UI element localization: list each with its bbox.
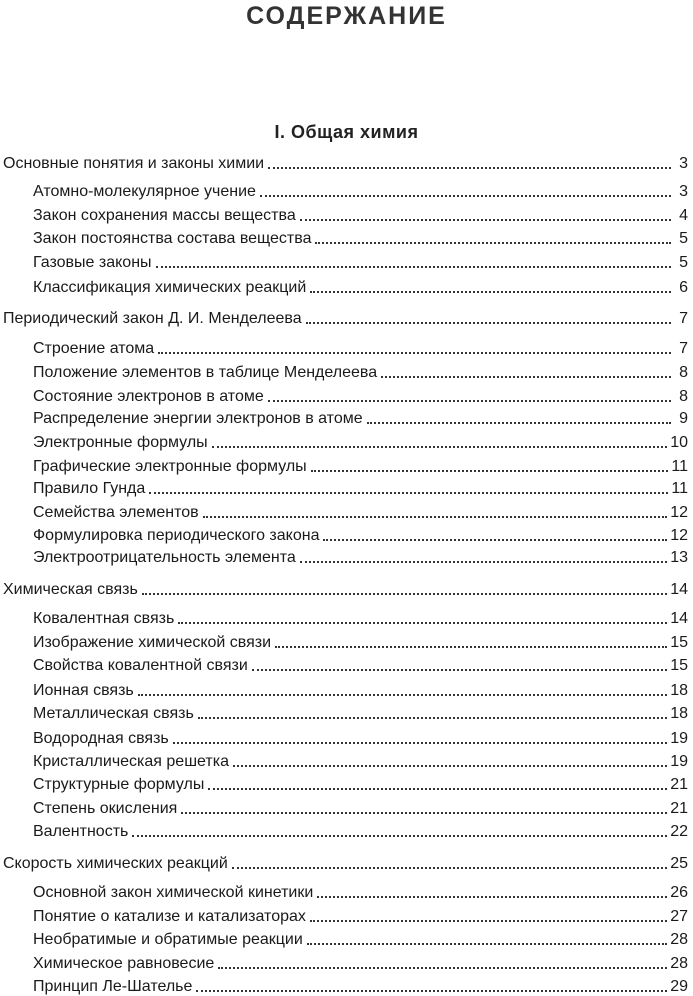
toc-entry[interactable] — [0, 434, 693, 452]
toc-entry[interactable] — [0, 340, 693, 358]
toc-page-number: 5 — [679, 230, 688, 247]
toc-entry-title: Валентность — [33, 823, 129, 840]
toc-entry[interactable] — [0, 410, 693, 428]
toc-page-number: 6 — [679, 279, 688, 296]
dot-leader — [173, 741, 667, 744]
toc-page-number: 5 — [679, 254, 688, 271]
toc-page-number: 8 — [679, 388, 688, 405]
toc-entry-title: Газовые законы — [33, 254, 152, 271]
toc-page-number: 25 — [670, 855, 688, 872]
toc-entry[interactable] — [0, 480, 693, 498]
toc-entry[interactable] — [0, 730, 693, 748]
toc-entry[interactable] — [0, 527, 693, 545]
toc-entry-title: Структурные формулы — [33, 776, 205, 793]
toc-page-number: 19 — [670, 753, 688, 770]
toc-entry[interactable] — [0, 207, 693, 225]
toc-entry-title: Электроотрицательность элемента — [33, 549, 296, 566]
dot-leader — [300, 218, 671, 221]
dot-leader — [315, 241, 671, 244]
toc-entry[interactable] — [0, 800, 693, 818]
toc-entry[interactable] — [0, 705, 693, 723]
toc-entry-title: Атомно-молекулярное учение — [33, 183, 256, 200]
toc-page-number: 3 — [679, 155, 688, 172]
dot-leader — [367, 421, 671, 424]
page-title: СОДЕРЖАНИЕ — [246, 2, 447, 30]
dot-leader — [181, 811, 667, 814]
dot-leader — [268, 399, 671, 402]
dot-leader — [310, 290, 671, 293]
toc-entry-title: Распределение энергии электронов в атоме — [33, 410, 363, 427]
toc-page-number: 12 — [670, 527, 688, 544]
toc-entry-title: Металлическая связь — [33, 705, 194, 722]
toc-page-number: 27 — [670, 908, 688, 925]
toc-page-number: 29 — [670, 978, 688, 995]
toc-entry-title: Скорость химических реакций — [3, 855, 228, 872]
toc-entry-title: Ковалентная связь — [33, 610, 175, 627]
toc-entry-title: Основной закон химической кинетики — [33, 884, 314, 901]
toc-entry[interactable] — [0, 458, 693, 476]
toc-entry[interactable] — [0, 823, 693, 841]
dot-leader — [156, 265, 671, 268]
section-title: I. Общая химия — [274, 122, 419, 142]
toc-entry[interactable] — [0, 634, 693, 652]
toc-page-number: 21 — [670, 776, 688, 793]
toc-page-number: 15 — [670, 657, 688, 674]
toc-entry[interactable] — [0, 776, 693, 794]
toc-entry-title: Графические электронные формулы — [33, 458, 307, 475]
toc-page-number: 10 — [670, 434, 688, 451]
toc-entry[interactable] — [0, 230, 693, 248]
dot-leader — [178, 621, 667, 624]
dot-leader — [310, 919, 667, 922]
toc-entry-title: Кристаллическая решетка — [33, 753, 229, 770]
toc-entry[interactable] — [0, 610, 693, 628]
toc-entry-title: Ионная связь — [33, 682, 134, 699]
toc-page-number: 13 — [670, 549, 688, 566]
dot-leader — [323, 538, 667, 541]
toc-entry-title: Формулировка периодического закона — [33, 527, 320, 544]
dot-leader — [306, 321, 671, 324]
toc-entry-title: Электронные формулы — [33, 434, 208, 451]
toc-chapter[interactable] — [0, 310, 693, 328]
toc-page-number: 21 — [670, 800, 688, 817]
toc-page-number: 14 — [670, 581, 688, 598]
toc-entry[interactable] — [0, 504, 693, 522]
toc-page-number: 28 — [670, 931, 688, 948]
toc-entry-title: Свойства ковалентной связи — [33, 657, 248, 674]
dot-leader — [149, 491, 668, 494]
toc-entry-title: Химическое равновесие — [33, 955, 215, 972]
toc-entry[interactable] — [0, 364, 693, 382]
dot-leader — [233, 764, 667, 767]
toc-entry[interactable] — [0, 908, 693, 926]
toc-entry[interactable] — [0, 753, 693, 771]
dot-leader — [208, 787, 667, 790]
toc-entry[interactable] — [0, 884, 693, 902]
toc-entry-title: Понятие о катализе и катализаторах — [33, 908, 306, 925]
toc-entry-title: Положение элементов в таблице Менделеева — [33, 364, 378, 381]
dot-leader — [311, 469, 669, 472]
toc-chapter[interactable] — [0, 581, 693, 599]
toc-entry-title: Закон сохранения массы вещества — [33, 207, 296, 224]
toc-page-number: 12 — [670, 504, 688, 521]
toc-entry-title: Периодический закон Д. И. Менделеева — [3, 310, 302, 327]
toc-entry[interactable] — [0, 254, 693, 272]
toc-entry-title: Закон постоянства состава вещества — [33, 230, 312, 247]
dot-leader — [381, 375, 671, 378]
dot-leader — [260, 194, 671, 197]
toc-entry[interactable] — [0, 682, 693, 700]
toc-entry[interactable] — [0, 549, 693, 567]
toc-page-number: 26 — [670, 884, 688, 901]
toc-entry-title: Семейства элементов — [33, 504, 199, 521]
toc-page-number: 7 — [679, 310, 688, 327]
toc-page-number: 14 — [670, 610, 688, 627]
toc-entry-title: Основные понятия и законы химии — [3, 155, 265, 172]
dot-leader — [317, 895, 667, 898]
toc-page-number: 7 — [679, 340, 688, 357]
toc-page-number: 11 — [671, 458, 688, 475]
dot-leader — [132, 834, 667, 837]
dot-leader — [212, 445, 668, 448]
dot-leader — [252, 668, 667, 671]
toc-entry-title: Состояние электронов в атоме — [33, 388, 264, 405]
dot-leader — [198, 716, 667, 719]
toc-page-number: 22 — [670, 823, 688, 840]
dot-leader — [158, 351, 671, 354]
toc-entry-title: Изображение химической связи — [33, 634, 272, 651]
toc-page-number: 15 — [670, 634, 688, 651]
toc-page-number: 8 — [679, 364, 688, 381]
toc-entry-title: Необратимые и обратимые реакции — [33, 931, 303, 948]
toc-entry[interactable] — [0, 279, 693, 297]
toc-entry[interactable] — [0, 388, 693, 406]
dot-leader — [307, 942, 667, 945]
toc-entry-title: Строение атома — [33, 340, 155, 357]
toc-chapter[interactable] — [0, 855, 693, 873]
toc-page-number: 18 — [670, 682, 688, 699]
dot-leader — [300, 560, 667, 563]
toc-page-number: 28 — [670, 955, 688, 972]
toc-entry-title: Степень окисления — [33, 800, 178, 817]
toc-page-number: 19 — [670, 730, 688, 747]
toc-page-number: 11 — [671, 480, 688, 497]
toc-entry[interactable] — [0, 657, 693, 675]
toc-entry[interactable] — [0, 955, 693, 973]
dot-leader — [268, 166, 671, 169]
toc-page-number: 9 — [679, 410, 688, 427]
dot-leader — [196, 989, 667, 992]
toc-entry-title: Водородная связь — [33, 730, 169, 747]
dot-leader — [275, 645, 667, 648]
dot-leader — [138, 693, 667, 696]
toc-entry-title: Химическая связь — [3, 581, 138, 598]
dot-leader — [142, 592, 667, 595]
toc-entry[interactable] — [0, 183, 693, 201]
toc-page-number: 4 — [679, 207, 688, 224]
toc-entry-title: Правило Гунда — [33, 480, 146, 497]
toc-entry-title: Классификация химических реакций — [33, 279, 307, 296]
toc-entry-title: Принцип Ле-Шателье — [33, 978, 193, 995]
toc-chapter[interactable] — [0, 155, 693, 173]
toc-page-number: 18 — [670, 705, 688, 722]
dot-leader — [218, 966, 667, 969]
toc-entry[interactable] — [0, 978, 693, 996]
dot-leader — [232, 866, 667, 869]
dot-leader — [203, 515, 668, 518]
toc-entry[interactable] — [0, 931, 693, 949]
toc-page-number: 3 — [679, 183, 688, 200]
